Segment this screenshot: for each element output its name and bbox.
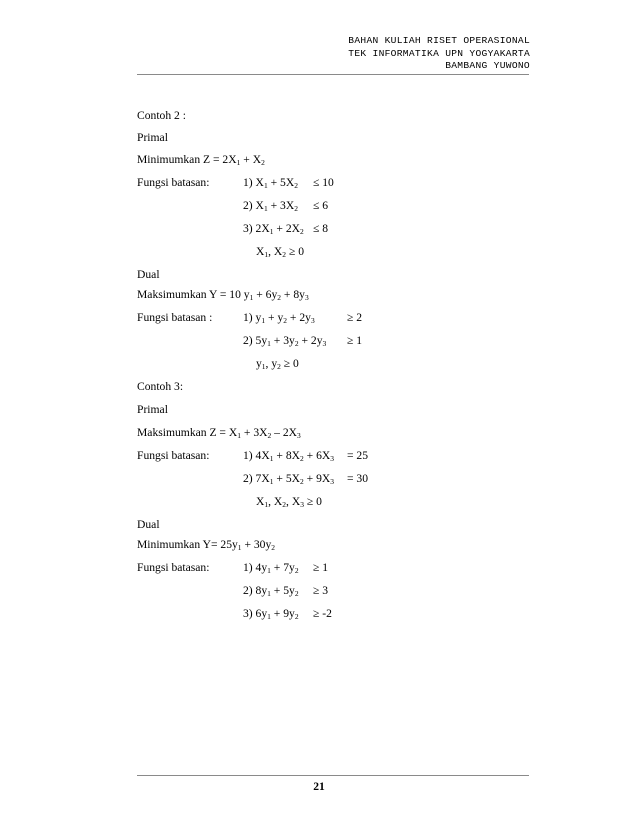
footer-divider: [137, 775, 529, 776]
example-2-constraint-1: Fungsi batasan: 1) $X_1 + 5X_2$ ≤ 10: [137, 176, 334, 190]
example-2-dual-label: Dual: [137, 268, 160, 281]
example-2-primal-objective: Minimumkan $Z = 2X_1 + X_2$: [137, 153, 265, 167]
example-3-dual-objective: Minimumkan $Y= 25y_1 + 30y_2$: [137, 538, 276, 552]
example-3-constraint-2: 2) $7X_1 + 5X_2 + 9X_3$ = 30: [243, 472, 369, 486]
example-2-dual-constraint-1: Fungsi batasan : 1) $y_1 + y_2 + 2y_3$ ≥ 2: [137, 311, 363, 325]
example-2-title: Contoh 2 :: [137, 109, 186, 122]
constraint-label: Fungsi batasan:: [137, 176, 210, 189]
page-number: 21: [313, 780, 325, 793]
example-2-dual-nonnegativity: $y_1$, $y_2 \ge 0$: [256, 357, 299, 371]
example-3-nonnegativity: $X_1$, $X_2$, $X_3 \ge 0$: [256, 495, 322, 509]
example-3-dual-constraint-1: Fungsi batasan: 1) $4y_1 + 7y_2$ ≥ 1: [137, 561, 329, 575]
header-course: BAHAN KULIAH RISET OPERASIONAL: [348, 35, 530, 46]
example-3-dual-constraint-2: 2) $8y_1 + 5y_2$ ≥ 3: [243, 584, 329, 598]
dual-constraint-label: Fungsi batasan :: [137, 311, 213, 324]
example-3-primal-objective: Maksimumkan $Z = X_1 + 3X_2 - 2X_3$: [137, 426, 301, 440]
example-2-constraint-2: 2) $X_1 + 3X_2$ ≤ 6: [243, 199, 329, 213]
example-2-constraint-3: 3) $2X_1 + 2X_2$ ≤ 8: [243, 222, 329, 236]
example-2-primal-label: Primal: [137, 131, 168, 144]
header-divider: [137, 74, 529, 75]
example-3-dual-constraint-3: 3) $6y_1 + 9y_2$ ≥ -2: [243, 607, 332, 621]
example-2-dual-objective: Maksimumkan Y = 10 $y_1 + 6y_2 + 8y_3$: [137, 288, 309, 302]
example-3-constraint-1: Fungsi batasan: 1) $4X_1 + 8X_2 + 6X_3$ = 25: [137, 449, 369, 463]
header-department: TEK INFORMATIKA UPN YOGYAKARTA: [348, 47, 530, 59]
example-3-title: Contoh 3:: [137, 380, 184, 393]
header-author: BAMBANG YUWONO: [445, 60, 530, 71]
example-2-dual-constraint-2: 2) $5y_1 + 3y_2 + 2y_3$ ≥ 1: [243, 334, 363, 348]
document-header: [348, 35, 530, 73]
example-2-nonnegativity: $X_1$, $X_2 \ge 0$: [256, 245, 305, 259]
example-3-dual-label: Dual: [137, 518, 160, 531]
example-3-primal-label: Primal: [137, 403, 168, 416]
